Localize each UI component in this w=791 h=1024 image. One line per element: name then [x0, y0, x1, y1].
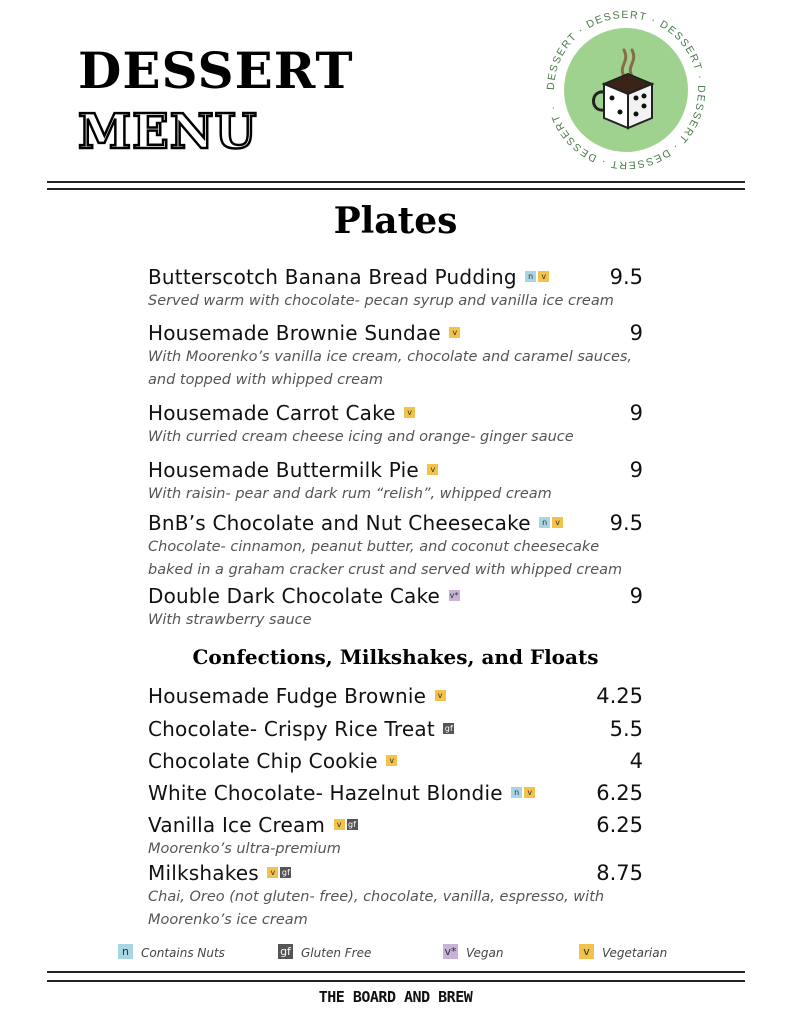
menu-item-name-row — [148, 584, 643, 608]
vegetarian-icon: v — [552, 517, 563, 528]
menu-item-name-row — [148, 813, 643, 837]
section-title-confections: Confections, Milkshakes, and Floats — [192, 645, 599, 669]
menu-item-name: BnB’s Chocolate and Nut Cheesecake — [148, 511, 531, 535]
menu-item-name: Housemade Buttermilk Pie — [148, 458, 419, 482]
menu-item-name: Chocolate Chip Cookie — [148, 749, 378, 773]
legend-label: Gluten Free — [301, 946, 372, 960]
menu-item — [148, 511, 643, 582]
menu-item-description: Chai, Oreo (not gluten- free), chocolate, vanilla, espresso, with — [148, 889, 605, 905]
brand-logo: THE BOARD AND BREW — [318, 988, 473, 1006]
menu-item — [148, 813, 643, 861]
top-divider — [47, 188, 745, 190]
bottom-divider — [47, 971, 745, 973]
menu-item-price: 6.25 — [596, 781, 643, 805]
nuts-icon: n — [118, 944, 133, 959]
menu-item-description: With Moorenko’s vanilla ice cream, chocolate and caramel sauces, — [148, 349, 633, 365]
menu-item-name: Vanilla Ice Cream — [148, 813, 326, 837]
menu-item-price: 4 — [629, 749, 643, 773]
menu-item — [148, 861, 643, 932]
menu-item-description: and topped with whipped cream — [148, 372, 384, 388]
menu-item-name-row — [148, 321, 643, 345]
menu-item — [148, 684, 643, 708]
menu-item-name: Housemade Fudge Brownie — [148, 684, 427, 708]
vegan-icon: v* — [444, 945, 457, 958]
menu-item-name-row — [148, 717, 643, 741]
menu-item — [148, 458, 643, 506]
vegetarian-icon: v — [386, 755, 397, 766]
vegetarian-icon: v — [449, 327, 460, 338]
dessert-logo — [540, 4, 712, 176]
gluten-free-icon: gf — [348, 820, 357, 829]
section-title-plates: Plates — [333, 200, 458, 242]
bottom-divider — [47, 980, 745, 982]
top-divider — [47, 181, 745, 183]
vegetarian-icon: v — [538, 271, 549, 282]
menu-item-name-row — [148, 511, 643, 535]
vegetarian-icon: v — [435, 690, 446, 701]
menu-item-description: With raisin- pear and dark rum “relish”, whipped cream — [148, 486, 552, 502]
menu-item-name-row — [148, 781, 643, 805]
legend-gluten-free — [276, 946, 371, 961]
menu-item-price: 4.25 — [596, 684, 643, 708]
vegetarian-icon: v — [524, 787, 535, 798]
legend-nuts — [116, 946, 225, 961]
nuts-icon: n — [525, 271, 536, 282]
title-menu: MENU — [78, 104, 258, 160]
menu-item-name: Double Dark Chocolate Cake — [148, 584, 441, 608]
menu-item-name: Milkshakes — [148, 861, 259, 885]
gluten-free-icon: gf — [281, 868, 291, 877]
menu-item-name-row — [148, 684, 643, 708]
menu-item-name: White Chocolate- Hazelnut Blondie — [148, 781, 503, 805]
menu-item-description: Moorenko’s ice cream — [148, 912, 308, 928]
menu-item-price: 9 — [629, 458, 643, 482]
menu-item-name-row — [148, 749, 643, 773]
menu-item-description: Moorenko’s ultra-premium — [148, 841, 341, 857]
menu-item-price: 9.5 — [609, 511, 643, 535]
menu-item-name: Butterscotch Banana Bread Pudding — [148, 265, 517, 289]
gluten-free-icon: gf — [278, 944, 293, 959]
nuts-icon: n — [539, 517, 550, 528]
menu-item-description: With strawberry sauce — [148, 612, 312, 628]
menu-item-description: baked in a graham cracker crust and served with whipped cream — [148, 562, 623, 578]
legend-label: Vegetarian — [602, 946, 668, 960]
gluten-free-icon: gf — [444, 724, 454, 733]
menu-item-name-row — [148, 458, 643, 482]
menu-item-description: Chocolate- cinnamon, peanut butter, and coconut cheesecake — [148, 539, 600, 555]
menu-item-name-row — [148, 265, 643, 289]
nuts-icon: n — [511, 787, 522, 798]
menu-item-name: Housemade Carrot Cake — [148, 401, 396, 425]
menu-item-description: With curried cream cheese icing and orange- ginger sauce — [148, 429, 574, 445]
legend-label: Contains Nuts — [141, 946, 225, 960]
menu-item — [148, 584, 643, 632]
legend-label: Vegan — [466, 946, 504, 960]
menu-item — [148, 749, 643, 773]
vegan-icon: v* — [449, 591, 459, 600]
menu-item-name: Chocolate- Crispy Rice Treat — [148, 717, 435, 741]
legend-vegan — [441, 946, 503, 961]
vegetarian-icon: v — [427, 464, 438, 475]
vegetarian-icon: v — [579, 944, 594, 959]
menu-item — [148, 717, 643, 741]
menu-item-price: 9 — [629, 321, 643, 345]
logo-ring-text: DESSERT · DESSERT · DESSERT · DESSERT · DESSERT · DESSERT · — [544, 8, 708, 172]
menu-item-price: 5.5 — [609, 717, 643, 741]
vegetarian-icon: v — [404, 407, 415, 418]
menu-item — [148, 321, 643, 392]
menu-item-price: 9.5 — [609, 265, 643, 289]
menu-item-name: Housemade Brownie Sundae — [148, 321, 441, 345]
menu-item-price: 6.25 — [596, 813, 643, 837]
menu-item — [148, 265, 643, 313]
menu-item — [148, 401, 643, 449]
menu-item-name-row — [148, 861, 643, 885]
menu-item-price: 9 — [629, 401, 643, 425]
vegetarian-icon: v — [267, 867, 278, 878]
menu-item-price: 8.75 — [596, 861, 643, 885]
diet-legend — [0, 946, 791, 968]
legend-vegetarian — [577, 946, 667, 961]
menu-item-description: Served warm with chocolate- pecan syrup and vanilla ice cream — [148, 293, 614, 309]
vegetarian-icon: v — [334, 819, 345, 830]
menu-item-price: 9 — [629, 584, 643, 608]
menu-item-name-row — [148, 401, 643, 425]
menu-item — [148, 781, 643, 805]
title-dessert: DESSERT — [78, 41, 354, 100]
